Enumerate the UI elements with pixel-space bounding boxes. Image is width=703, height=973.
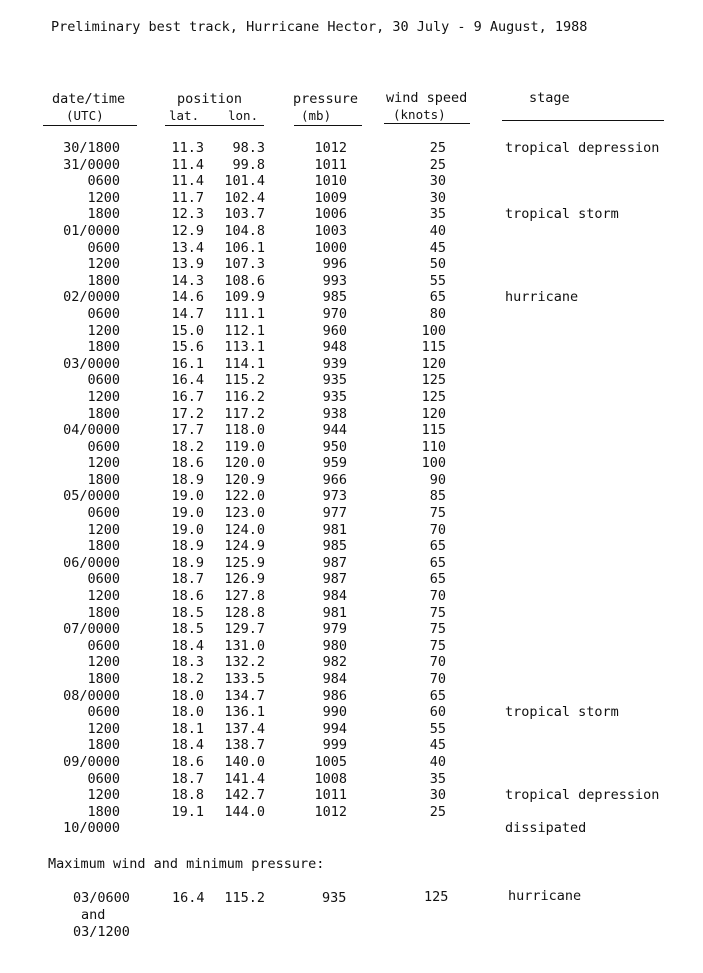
table-row xyxy=(0,522,703,539)
row-pressure: 980 xyxy=(322,637,347,654)
row-pressure: 944 xyxy=(322,422,347,439)
row-date: 1200 xyxy=(87,720,120,737)
row-lon: 134.7 xyxy=(224,687,265,704)
row-wind: 75 xyxy=(429,604,446,621)
row-wind: 25 xyxy=(429,803,446,820)
row-wind: 65 xyxy=(429,554,446,571)
row-wind: 45 xyxy=(429,737,446,754)
table-row xyxy=(0,439,703,456)
header-rule-position xyxy=(165,125,264,126)
row-pressure: 985 xyxy=(322,289,347,306)
header-pressure: pressure xyxy=(293,91,359,107)
table-row xyxy=(0,638,703,655)
table-row xyxy=(0,505,703,522)
row-date: 1200 xyxy=(87,521,120,538)
row-pressure: 935 xyxy=(322,388,347,405)
row-pressure: 986 xyxy=(322,687,347,704)
row-wind: 70 xyxy=(429,588,446,605)
row-wind: 25 xyxy=(429,156,446,173)
table-row xyxy=(0,223,703,240)
row-lat: 11.3 xyxy=(171,140,204,156)
table-row xyxy=(0,488,703,505)
row-lat: 17.2 xyxy=(171,405,204,422)
row-lon: 123.0 xyxy=(224,505,265,522)
row-lat: 14.6 xyxy=(171,289,204,306)
row-wind: 65 xyxy=(429,571,446,588)
table-row xyxy=(0,389,703,406)
row-lon: 114.1 xyxy=(224,355,265,372)
row-pressure: 1011 xyxy=(314,787,347,804)
table-row xyxy=(0,555,703,572)
row-date: 1800 xyxy=(87,604,120,621)
row-wind: 90 xyxy=(429,471,446,488)
row-pressure: 981 xyxy=(322,604,347,621)
row-pressure: 973 xyxy=(322,488,347,505)
maximum-lat: 16.4 xyxy=(172,890,205,906)
row-wind: 120 xyxy=(421,355,446,372)
row-lat: 13.4 xyxy=(171,239,204,256)
row-date: 0600 xyxy=(87,505,120,522)
row-date: 03/0000 xyxy=(63,355,120,372)
header-date-time: date/time xyxy=(52,91,126,107)
row-lat: 18.3 xyxy=(171,654,204,671)
table-row xyxy=(0,688,703,705)
row-wind: 30 xyxy=(429,173,446,190)
row-lon: 108.6 xyxy=(224,272,265,289)
row-date: 1200 xyxy=(87,388,120,405)
row-lon: 124.9 xyxy=(224,538,265,555)
row-wind: 100 xyxy=(421,455,446,472)
row-pressure: 960 xyxy=(322,322,347,339)
header-stage: stage xyxy=(529,90,570,106)
row-date: 0600 xyxy=(87,173,120,190)
row-pressure: 1010 xyxy=(314,173,347,190)
row-pressure: 1006 xyxy=(314,206,347,223)
row-wind: 70 xyxy=(429,671,446,687)
row-lat: 18.4 xyxy=(171,737,204,754)
row-date: 05/0000 xyxy=(63,488,120,505)
row-wind: 55 xyxy=(429,272,446,289)
row-pressure: 1009 xyxy=(314,189,347,206)
row-wind: 65 xyxy=(429,687,446,704)
row-date: 1800 xyxy=(87,405,120,422)
row-pressure: 979 xyxy=(322,621,347,638)
row-wind: 125 xyxy=(421,372,446,389)
document-title: Preliminary best track, Hurricane Hector, 30 July - 9 August, 1988 xyxy=(51,19,588,35)
row-wind: 115 xyxy=(421,339,446,356)
row-lat: 18.8 xyxy=(171,787,204,804)
row-lon: 142.7 xyxy=(224,787,265,804)
maximum-lon: 115.2 xyxy=(224,890,265,906)
row-lat: 18.5 xyxy=(171,621,204,638)
row-lat: 19.0 xyxy=(171,488,204,505)
table-row xyxy=(0,721,703,738)
row-date: 1200 xyxy=(87,189,120,206)
maximum-pressure: 935 xyxy=(322,890,347,906)
row-lon: 103.7 xyxy=(224,206,265,223)
header-lat: lat. xyxy=(169,108,200,123)
row-wind: 120 xyxy=(421,405,446,422)
row-wind: 110 xyxy=(421,438,446,455)
maximum-date-2: 03/1200 xyxy=(73,924,130,940)
row-lat: 18.7 xyxy=(171,571,204,588)
row-lat: 18.7 xyxy=(171,770,204,787)
row-lon: 99.8 xyxy=(232,156,265,173)
row-lon: 127.8 xyxy=(224,588,265,605)
table-row xyxy=(0,273,703,290)
table-row xyxy=(0,240,703,257)
row-pressure: 948 xyxy=(322,339,347,356)
table-row xyxy=(0,820,703,837)
header-rule-pressure xyxy=(294,125,362,126)
row-wind: 85 xyxy=(429,488,446,505)
row-stage: dissipated xyxy=(505,820,587,837)
row-pressure: 1012 xyxy=(314,140,347,156)
row-pressure: 1012 xyxy=(314,803,347,820)
row-wind: 60 xyxy=(429,704,446,721)
row-date: 08/0000 xyxy=(63,687,120,704)
row-pressure: 1008 xyxy=(314,770,347,787)
header-mb: (mb) xyxy=(301,108,332,123)
row-lon: 129.7 xyxy=(224,621,265,638)
row-lat: 12.9 xyxy=(171,222,204,239)
row-pressure: 982 xyxy=(322,654,347,671)
row-lon: 106.1 xyxy=(224,239,265,256)
row-lon: 119.0 xyxy=(224,438,265,455)
row-lon: 131.0 xyxy=(224,637,265,654)
header-utc: (UTC) xyxy=(66,108,104,123)
row-pressure: 993 xyxy=(322,272,347,289)
header-rule-stage xyxy=(502,120,664,121)
row-wind: 70 xyxy=(429,654,446,671)
row-lat: 16.7 xyxy=(171,388,204,405)
row-stage: hurricane xyxy=(505,289,579,306)
table-row xyxy=(0,737,703,754)
table-row xyxy=(0,422,703,439)
row-lat: 12.3 xyxy=(171,206,204,223)
row-wind: 65 xyxy=(429,538,446,555)
row-lat: 16.4 xyxy=(171,372,204,389)
table-row xyxy=(0,289,703,306)
row-lat: 11.4 xyxy=(171,156,204,173)
row-date: 1200 xyxy=(87,787,120,804)
row-pressure: 985 xyxy=(322,538,347,555)
table-row xyxy=(0,704,703,721)
row-pressure: 984 xyxy=(322,588,347,605)
row-lat: 19.0 xyxy=(171,521,204,538)
table-row xyxy=(0,571,703,588)
header-knots: (knots) xyxy=(393,107,446,122)
row-wind: 25 xyxy=(429,140,446,156)
table-row xyxy=(0,339,703,356)
maximum-wind: 125 xyxy=(424,889,449,905)
row-pressure: 981 xyxy=(322,521,347,538)
row-lat: 18.4 xyxy=(171,637,204,654)
row-date: 1200 xyxy=(87,322,120,339)
table-row xyxy=(0,588,703,605)
table-row xyxy=(0,206,703,223)
row-pressure: 1005 xyxy=(314,753,347,770)
row-lat: 18.6 xyxy=(171,455,204,472)
row-wind: 75 xyxy=(429,621,446,638)
row-date: 0600 xyxy=(87,571,120,588)
table-row xyxy=(0,406,703,423)
row-wind: 40 xyxy=(429,753,446,770)
row-date: 1800 xyxy=(87,272,120,289)
row-lat: 11.4 xyxy=(171,173,204,190)
row-pressure: 935 xyxy=(322,372,347,389)
row-date: 1200 xyxy=(87,654,120,671)
row-lat: 18.6 xyxy=(171,588,204,605)
table-row xyxy=(0,472,703,489)
row-lat: 15.6 xyxy=(171,339,204,356)
row-date: 1200 xyxy=(87,256,120,273)
table-row xyxy=(0,754,703,771)
row-date: 1200 xyxy=(87,588,120,605)
row-pressure: 966 xyxy=(322,471,347,488)
row-lon: 120.0 xyxy=(224,455,265,472)
row-pressure: 987 xyxy=(322,554,347,571)
row-wind: 30 xyxy=(429,787,446,804)
row-lon: 113.1 xyxy=(224,339,265,356)
row-date: 0600 xyxy=(87,239,120,256)
row-lat: 18.9 xyxy=(171,554,204,571)
row-date: 10/0000 xyxy=(63,820,120,837)
row-wind: 100 xyxy=(421,322,446,339)
row-pressure: 1000 xyxy=(314,239,347,256)
row-date: 0600 xyxy=(87,770,120,787)
row-wind: 115 xyxy=(421,422,446,439)
header-lon: lon. xyxy=(228,108,259,123)
table-row xyxy=(0,190,703,207)
row-wind: 75 xyxy=(429,637,446,654)
table-row xyxy=(0,804,703,821)
header-wind-speed: wind speed xyxy=(386,90,468,106)
row-pressure: 959 xyxy=(322,455,347,472)
row-lat: 15.0 xyxy=(171,322,204,339)
row-lon: 101.4 xyxy=(224,173,265,190)
row-lat: 11.7 xyxy=(171,189,204,206)
row-stage: tropical storm xyxy=(505,206,619,223)
row-wind: 45 xyxy=(429,239,446,256)
row-wind: 75 xyxy=(429,505,446,522)
header-rule-date xyxy=(43,125,137,126)
row-lat: 18.6 xyxy=(171,753,204,770)
row-wind: 80 xyxy=(429,305,446,322)
row-lon: 136.1 xyxy=(224,704,265,721)
row-lon: 112.1 xyxy=(224,322,265,339)
row-lat: 18.0 xyxy=(171,687,204,704)
row-lon: 102.4 xyxy=(224,189,265,206)
row-lat: 18.5 xyxy=(171,604,204,621)
row-date: 31/0000 xyxy=(63,156,120,173)
row-pressure: 1003 xyxy=(314,222,347,239)
row-lat: 16.1 xyxy=(171,355,204,372)
row-lat: 17.7 xyxy=(171,422,204,439)
table-row xyxy=(0,605,703,622)
row-pressure: 938 xyxy=(322,405,347,422)
row-date: 0600 xyxy=(87,704,120,721)
row-pressure: 987 xyxy=(322,571,347,588)
row-date: 1800 xyxy=(87,339,120,356)
row-lat: 18.1 xyxy=(171,720,204,737)
row-date: 01/0000 xyxy=(63,222,120,239)
row-lon: 118.0 xyxy=(224,422,265,439)
table-row xyxy=(0,455,703,472)
table-row xyxy=(0,140,703,157)
row-lat: 18.9 xyxy=(171,471,204,488)
row-pressure: 950 xyxy=(322,438,347,455)
row-wind: 50 xyxy=(429,256,446,273)
row-wind: 70 xyxy=(429,521,446,538)
row-date: 1800 xyxy=(87,471,120,488)
table-row xyxy=(0,621,703,638)
header-position: position xyxy=(177,91,243,107)
maximum-stage: hurricane xyxy=(508,888,582,904)
table-row xyxy=(0,771,703,788)
row-date: 02/0000 xyxy=(63,289,120,306)
row-pressure: 999 xyxy=(322,737,347,754)
row-wind: 55 xyxy=(429,720,446,737)
row-lon: 128.8 xyxy=(224,604,265,621)
maximum-heading: Maximum wind and minimum pressure: xyxy=(48,856,325,872)
row-lat: 14.3 xyxy=(171,272,204,289)
table-row xyxy=(0,356,703,373)
row-pressure: 994 xyxy=(322,720,347,737)
row-lat: 19.1 xyxy=(171,803,204,820)
row-date: 09/0000 xyxy=(63,753,120,770)
row-lon: 115.2 xyxy=(224,372,265,389)
row-lon: 133.5 xyxy=(224,671,265,687)
table-row xyxy=(0,323,703,340)
row-lon: 137.4 xyxy=(224,720,265,737)
row-lon: 98.3 xyxy=(232,140,265,156)
row-lat: 13.9 xyxy=(171,256,204,273)
row-lat: 18.9 xyxy=(171,538,204,555)
row-lon: 141.4 xyxy=(224,770,265,787)
row-lon: 120.9 xyxy=(224,471,265,488)
row-wind: 35 xyxy=(429,206,446,223)
row-date: 1200 xyxy=(87,455,120,472)
row-date: 06/0000 xyxy=(63,554,120,571)
row-lon: 144.0 xyxy=(224,803,265,820)
row-lon: 109.9 xyxy=(224,289,265,306)
row-lon: 126.9 xyxy=(224,571,265,588)
row-stage: tropical storm xyxy=(505,704,619,721)
table-row xyxy=(0,538,703,555)
row-date: 30/1800 xyxy=(63,140,120,156)
table-row xyxy=(0,787,703,804)
row-lon: 111.1 xyxy=(224,305,265,322)
row-lat: 19.0 xyxy=(171,505,204,522)
row-date: 0600 xyxy=(87,372,120,389)
table-row xyxy=(0,173,703,190)
row-lon: 138.7 xyxy=(224,737,265,754)
row-stage: tropical depression xyxy=(505,140,660,156)
row-pressure: 996 xyxy=(322,256,347,273)
row-pressure: 970 xyxy=(322,305,347,322)
maximum-date-and: and xyxy=(81,907,106,923)
table-row xyxy=(0,306,703,323)
row-stage: tropical depression xyxy=(505,787,660,804)
table-row xyxy=(0,654,703,671)
row-lat: 14.7 xyxy=(171,305,204,322)
row-date: 1800 xyxy=(87,671,120,687)
row-pressure: 939 xyxy=(322,355,347,372)
best-track-table xyxy=(0,140,703,837)
row-pressure: 1011 xyxy=(314,156,347,173)
row-lon: 117.2 xyxy=(224,405,265,422)
row-wind: 40 xyxy=(429,222,446,239)
row-wind: 35 xyxy=(429,770,446,787)
row-wind: 30 xyxy=(429,189,446,206)
row-lon: 132.2 xyxy=(224,654,265,671)
row-lat: 18.2 xyxy=(171,438,204,455)
table-row xyxy=(0,256,703,273)
row-date: 0600 xyxy=(87,637,120,654)
row-lon: 107.3 xyxy=(224,256,265,273)
row-pressure: 990 xyxy=(322,704,347,721)
row-date: 1800 xyxy=(87,737,120,754)
row-date: 1800 xyxy=(87,206,120,223)
table-row xyxy=(0,372,703,389)
row-wind: 125 xyxy=(421,388,446,405)
row-date: 07/0000 xyxy=(63,621,120,638)
table-row xyxy=(0,157,703,174)
maximum-date-1: 03/0600 xyxy=(73,890,130,906)
row-date: 1800 xyxy=(87,803,120,820)
table-row xyxy=(0,671,703,688)
row-lon: 125.9 xyxy=(224,554,265,571)
header-rule-wind xyxy=(384,123,470,124)
row-lat: 18.2 xyxy=(171,671,204,687)
row-lon: 124.0 xyxy=(224,521,265,538)
row-date: 1800 xyxy=(87,538,120,555)
row-pressure: 984 xyxy=(322,671,347,687)
row-pressure: 977 xyxy=(322,505,347,522)
row-lon: 140.0 xyxy=(224,753,265,770)
row-lon: 116.2 xyxy=(224,388,265,405)
row-lon: 104.8 xyxy=(224,222,265,239)
row-wind: 65 xyxy=(429,289,446,306)
row-date: 04/0000 xyxy=(63,422,120,439)
row-date: 0600 xyxy=(87,305,120,322)
row-date: 0600 xyxy=(87,438,120,455)
row-lon: 122.0 xyxy=(224,488,265,505)
row-lat: 18.0 xyxy=(171,704,204,721)
